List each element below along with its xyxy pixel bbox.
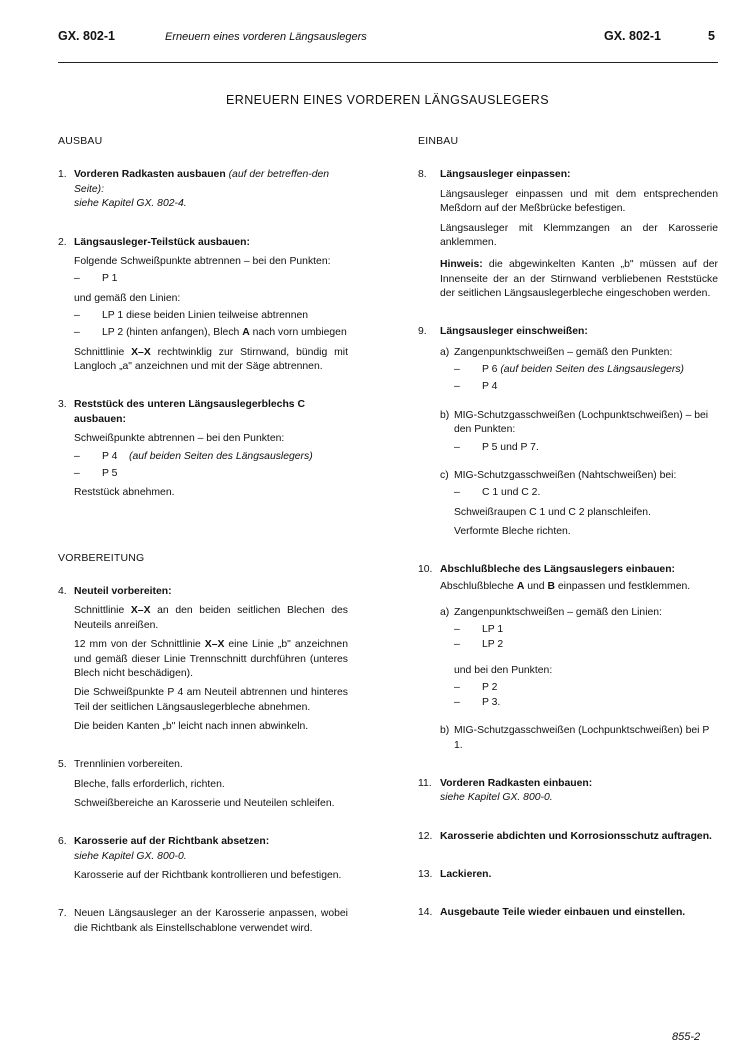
paragraph: Längsausleger mit Klemmzangen an der Karosserie anklemmen. [440,222,718,248]
page-number: 5 [708,29,715,43]
list-item [454,441,718,455]
paragraph: Längsausleger einpassen und mit dem entsprechenden Meßdorn auf der Meßbrücke befestigen. [440,188,718,215]
step-number: 13. [418,868,433,880]
list-item [74,450,348,464]
paragraph: Die Schweißpunkte P 4 am Neuteil abtrennen und hinteres Teil der seitlichen Längsauslegerbleche abnehmen. [74,687,348,713]
substep-text: Zangenpunktschweißen – gemäß den Linien: [454,607,662,619]
list-item [454,486,718,500]
dash: – [74,273,80,285]
list-item [454,380,718,394]
step-number: 9. [418,326,427,338]
substep-b [440,724,718,753]
list-item-text: P 4 [482,381,498,393]
text: an den beiden seitlichen Blechen des Neuteils anreißen. [74,605,348,631]
dash: – [74,310,80,321]
list-item [454,638,718,652]
paragraph [440,580,718,594]
step-12 [418,830,718,844]
header-title: Erneuern eines vorderen Längsauslegers [165,31,367,43]
paragraph [74,346,348,375]
substep-letter: a) [440,607,450,619]
step-13 [418,868,718,882]
list-item [454,696,718,710]
dash: – [454,441,460,453]
step-4 [58,585,348,734]
step-number: 14. [418,907,433,919]
step-title: Vorderen Radkasten ausbauen [74,169,226,181]
substep-b [440,409,718,438]
text: eine Linie „b" anzeichnen und gemäß dieser Linie Trennschnitt durchführen (unteres Blech nicht beschädigen). [74,639,348,679]
step-14 [418,906,718,920]
step-title: Längsausleger-Teilstück ausbauen: [74,236,250,248]
step-3 [58,398,348,500]
list-item [74,326,348,340]
step-title: Lackieren. [440,868,492,880]
step-7 [58,907,348,936]
list-item-text: LP 1 diese beiden Linien teilweise abtrennen [102,310,309,321]
text: Abschlußbleche [440,580,517,592]
paragraph: Die beiden Kanten „b" leicht nach innen abwinkeln. [74,720,309,732]
list-item-text: P 4 [102,450,118,462]
step-5 [58,758,348,811]
step-10 [418,563,718,753]
list-item [454,681,718,695]
text: die abgewinkelten Kanten „b" müssen auf der Innenseite der an der Stirnwand verbliebenen Reststücke der seitlichen Längsauslegerbleche eingeschoben werden. [440,259,718,299]
list-item [454,363,718,377]
text: 12 mm von der Schnittlinie [74,639,205,651]
text: Schnittlinie [74,605,131,617]
step-number: 3. [58,399,67,411]
step-9 [418,325,718,539]
cut-line-label: X–X [131,346,151,358]
section-heading-vorbereitung: VORBEREITUNG [58,551,145,564]
substep-a [440,346,718,360]
paragraph [74,604,348,633]
part-label: A [242,327,250,339]
step-title: Neuen Längsausleger an der Karosserie anpassen, wobei die Richtbank als Einstellschablone verwendet wird. [74,908,348,934]
step-number: 11. [418,777,432,789]
paragraph: Schweißpunkte abtrennen – bei den Punkten: [74,433,285,445]
paragraph: und gemäß den Linien: [74,292,181,304]
dash: – [454,487,460,499]
step-title: Trennlinien vorbereiten. [74,759,183,771]
substep-letter: c) [440,469,449,481]
paragraph [74,638,348,681]
note-label: Hinweis: [440,259,483,271]
list-item-text: P 1 [102,273,118,285]
header-code-right: GX. 802-1 [604,29,661,43]
step-number: 12. [418,830,433,842]
list-item-text: P 6 [482,364,498,376]
paragraph: Folgende Schweißpunkte abtrennen – bei den Punkten: [74,255,331,267]
step-number: 2. [58,236,67,248]
footer-code: 855-2 [672,1031,701,1043]
list-item-text: LP 2 [482,638,504,650]
step-title: Längsausleger einschweißen: [440,326,588,338]
step-2 [58,236,348,375]
section-heading-ausbau: AUSBAU [58,135,103,147]
chapter-reference: siehe Kapitel GX. 800-0. [74,850,187,862]
step-title: Reststück des unteren Längsauslegerblechs C ausbauen: [74,399,305,425]
chapter-reference: siehe Kapitel GX. 800-0. [440,792,553,804]
text: einpassen und festklemmen. [554,580,691,592]
list-item-text: P 3. [482,696,501,708]
page-title: ERNEUERN EINES VORDEREN LÄNGSAUSLEGERS [226,93,549,107]
list-item-text: nach vorn umbiegen [249,327,347,339]
dash: – [454,696,460,708]
step-title: Vorderen Radkasten einbauen: [440,777,593,789]
list-item-text: P 5 [102,467,118,479]
dash: – [454,381,460,393]
list-item-text: C 1 und C 2. [482,487,541,499]
paragraph: Karosserie auf der Richtbank kontrollieren und befestigen. [74,870,342,882]
step-title: Neuteil vorbereiten: [74,586,172,598]
text: und [524,580,548,592]
step-number: 6. [58,836,67,848]
dash: – [454,624,460,636]
paragraph: und bei den Punkten: [454,665,553,677]
step-title: Karosserie abdichten und Korrosionsschutz auftragen. [440,830,712,842]
step-11 [418,777,718,806]
dash: – [74,467,80,479]
section-heading-einbau: EINBAU [418,135,459,147]
list-item-text: LP 2 (hinten anfangen), Blech [102,327,243,339]
cut-line-label: X–X [204,639,225,651]
right-column [418,134,718,945]
dash: – [454,682,460,694]
step-title: Längsausleger einpassen: [440,169,571,181]
chapter-reference: siehe Kapitel GX. 802-4. [74,198,187,210]
step-number: 4. [58,586,67,598]
list-item-note: (auf beiden Seiten des Längsauslegers) [128,450,313,462]
paragraph: Schweißbereiche an Karosserie und Neuteilen schleifen. [74,798,335,810]
substep-letter: b) [440,725,450,737]
left-column [58,134,348,960]
cut-line-label: X–X [130,605,151,617]
list-item [74,272,348,286]
paragraph [440,258,718,301]
list-item [454,623,718,637]
step-title: Karosserie auf der Richtbank absetzen: [74,836,270,848]
dash: – [454,638,460,650]
step-6 [58,835,348,883]
dash: – [74,327,80,339]
paragraph: Schweißraupen C 1 und C 2 planschleifen. [454,506,651,518]
step-title: Ausgebaute Teile wieder einbauen und einstellen. [440,907,686,919]
list-item-note: (auf beiden Seiten des Längsauslegers) [500,364,685,376]
substep-text: Zangenpunktschweißen – gemäß den Punkten: [454,346,673,358]
list-item-text: P 5 und P 7. [482,441,539,453]
part-label: B [547,580,555,592]
step-number: 8. [418,169,427,181]
list-item-text: LP 1 [482,624,504,636]
part-label: A [516,580,525,592]
substep-letter: b) [440,409,450,421]
step-title: Abschlußbleche des Längsauslegers einbauen: [440,564,676,576]
text: Schnittlinie [74,346,132,358]
step-8 [418,168,718,301]
list-item [74,467,348,481]
list-item [74,309,348,323]
substep-letter: a) [440,346,450,358]
header-code-left: GX. 802-1 [58,29,115,43]
step-number: 7. [58,908,67,920]
list-item-text: P 2 [482,682,498,694]
dash: – [454,364,460,376]
step-number: 1. [58,169,67,181]
paragraph: Verformte Bleche richten. [454,525,571,537]
substep-text: MIG-Schutzgasschweißen (Lochpunktschweißen) bei P 1. [454,725,710,751]
paragraph: Reststück abnehmen. [74,487,175,499]
substep-c [440,469,718,483]
step-1 [58,168,348,211]
substep-text: MIG-Schutzgasschweißen (Lochpunktschweißen) – bei den Punkten: [454,409,709,436]
substep-text: MIG-Schutzgasschweißen (Nahtschweißen) bei: [454,469,677,481]
header-rule [58,62,718,63]
text: rechtwinklig zur Stirnwand, bündig mit Langloch „a" anzeichnen und mit der Säge abtrennen. [74,346,348,373]
paragraph: Bleche, falls erforderlich, richten. [74,778,225,790]
substep-a [440,606,718,620]
dash: – [74,450,80,462]
step-number: 5. [58,759,67,771]
step-number: 10. [418,564,433,576]
step-note: (auf der betreffen-den Seite): [74,169,330,195]
